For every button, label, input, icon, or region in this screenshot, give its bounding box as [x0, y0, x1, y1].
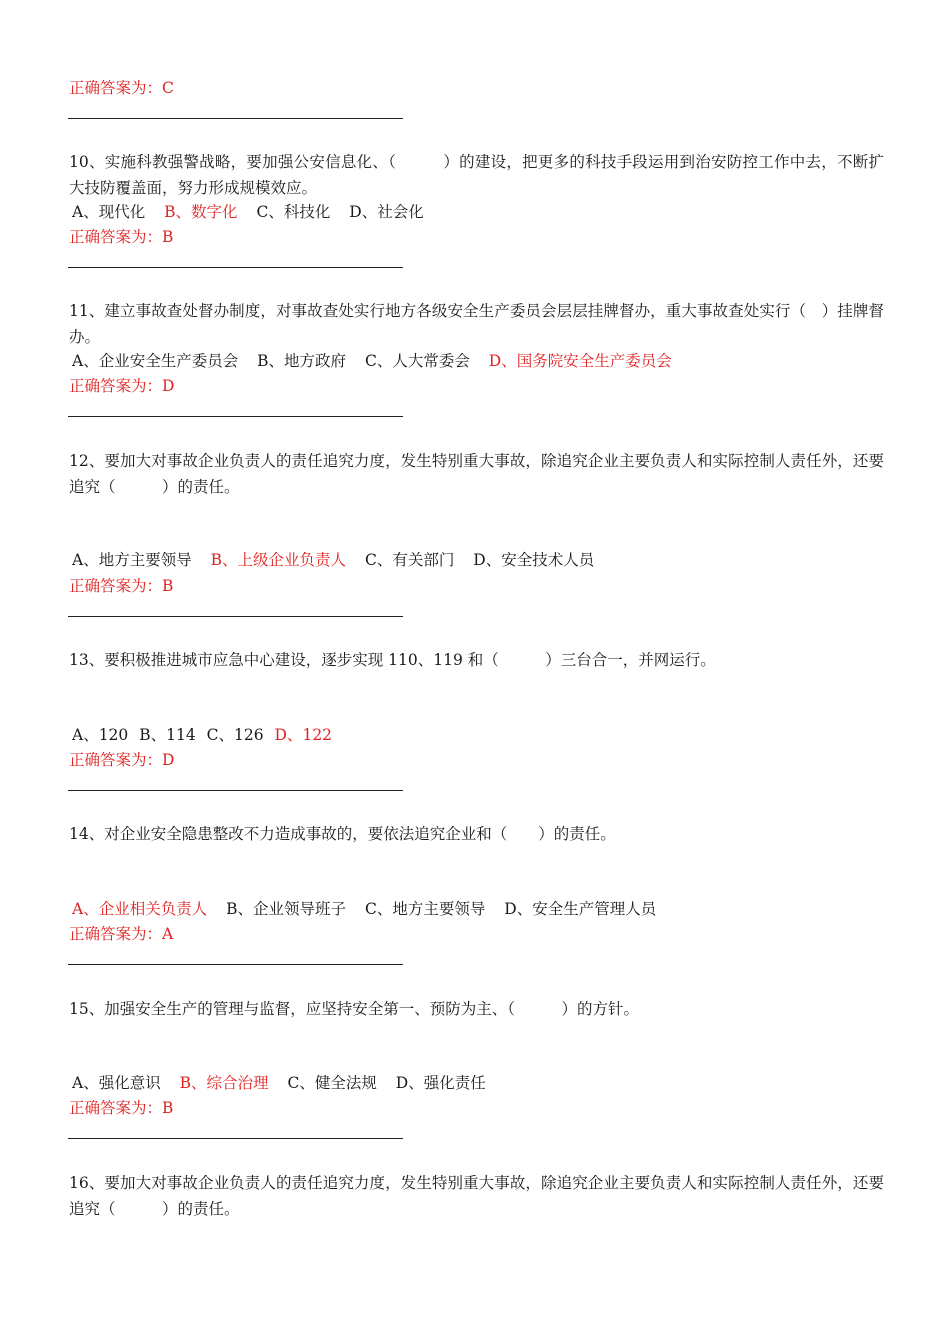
option-d: D、安全生产管理人员	[504, 900, 657, 918]
option-a: A、企业相关负责人	[72, 900, 208, 918]
separator	[68, 964, 403, 965]
separator	[68, 267, 403, 268]
separator	[68, 616, 403, 617]
answer-prefix: 正确答案为：	[69, 577, 163, 595]
answer-line	[69, 1095, 173, 1121]
option-b: B、企业领导班子	[226, 900, 347, 918]
question-text: 14、对企业安全隐患整改不力造成事故的，要依法追究企业和（ ）的责任。	[69, 825, 616, 843]
answer-letter: B	[162, 228, 174, 246]
option-a: A、地方主要领导	[72, 551, 192, 569]
answer-prefix: 正确答案为：	[69, 228, 163, 246]
option-c: C、人大常委会	[364, 352, 470, 370]
answer-line	[69, 921, 173, 947]
option-c: C、有关部门	[364, 551, 455, 569]
option-b: B、数字化	[164, 203, 238, 221]
separator	[68, 118, 403, 119]
option-c: C、健全法规	[287, 1074, 377, 1092]
answer-letter: A	[162, 925, 174, 943]
answer-letter: B	[162, 577, 174, 595]
option-d: D、社会化	[349, 203, 424, 221]
answer-line	[69, 747, 174, 773]
option-b: B、上级企业负责人	[210, 551, 347, 569]
answer-prefix: 正确答案为：	[69, 751, 163, 769]
answer-line	[69, 75, 174, 101]
answer-letter: C	[162, 79, 174, 97]
question-text: 10、实施科教强警战略，要加强公安信息化、（ ）的建设，把更多的科技手段运用到治安防控工作中去，不断扩大技防覆盖面，努力形成规模效应。	[69, 153, 884, 197]
option-b: B、114	[139, 726, 196, 744]
separator	[68, 1138, 403, 1139]
option-d: D、国务院安全生产委员会	[488, 352, 672, 370]
answer-line	[69, 573, 173, 599]
options-row	[72, 199, 424, 225]
option-b: B、地方政府	[257, 352, 347, 370]
separator	[68, 790, 403, 791]
answer-line	[69, 373, 174, 399]
separator	[68, 416, 403, 417]
options-row	[72, 547, 594, 573]
answer-prefix: 正确答案为：	[69, 925, 163, 943]
question-text: 15、加强安全生产的管理与监督，应坚持安全第一、预防为主、（ ）的方针。	[69, 1000, 639, 1018]
options-row	[72, 722, 332, 748]
option-d: D、安全技术人员	[473, 551, 595, 569]
answer-prefix: 正确答案为：	[69, 377, 163, 395]
option-d: D、122	[274, 726, 333, 744]
options-row	[72, 896, 656, 922]
option-b: B、综合治理	[179, 1074, 269, 1092]
option-a: A、企业安全生产委员会	[72, 352, 239, 370]
question-text: 12、要加大对事故企业负责人的责任追究力度，发生特别重大事故，除追究企业主要负责人和实际控制人责任外，还要追究（ ）的责任。	[69, 452, 884, 496]
options-row	[72, 348, 672, 374]
option-d: D、强化责任	[395, 1074, 486, 1092]
option-a: A、强化意识	[72, 1074, 161, 1092]
option-c: C、地方主要领导	[364, 900, 486, 918]
question-text: 11、建立事故查处督办制度，对事故查处实行地方各级安全生产委员会层层挂牌督办，重大事故查处实行（ ）挂牌督办。	[69, 302, 884, 346]
option-a: A、120	[72, 726, 129, 744]
options-row	[72, 1070, 486, 1096]
answer-line	[69, 224, 173, 250]
answer-prefix: 正确答案为：	[69, 1099, 163, 1117]
answer-letter: B	[162, 1099, 174, 1117]
option-c: C、科技化	[256, 203, 331, 221]
answer-letter: D	[162, 751, 175, 769]
answer-prefix: 正确答案为：	[69, 79, 163, 97]
option-a: A、现代化	[72, 203, 146, 221]
question-text: 16、要加大对事故企业负责人的责任追究力度，发生特别重大事故，除追究企业主要负责人和实际控制人责任外，还要追究（ ）的责任。	[69, 1174, 884, 1218]
answer-letter: D	[162, 377, 175, 395]
option-c: C、126	[206, 726, 264, 744]
question-text: 13、要积极推进城市应急中心建设，逐步实现 110、119 和（ ）三台合一，并网运行。	[69, 651, 716, 669]
